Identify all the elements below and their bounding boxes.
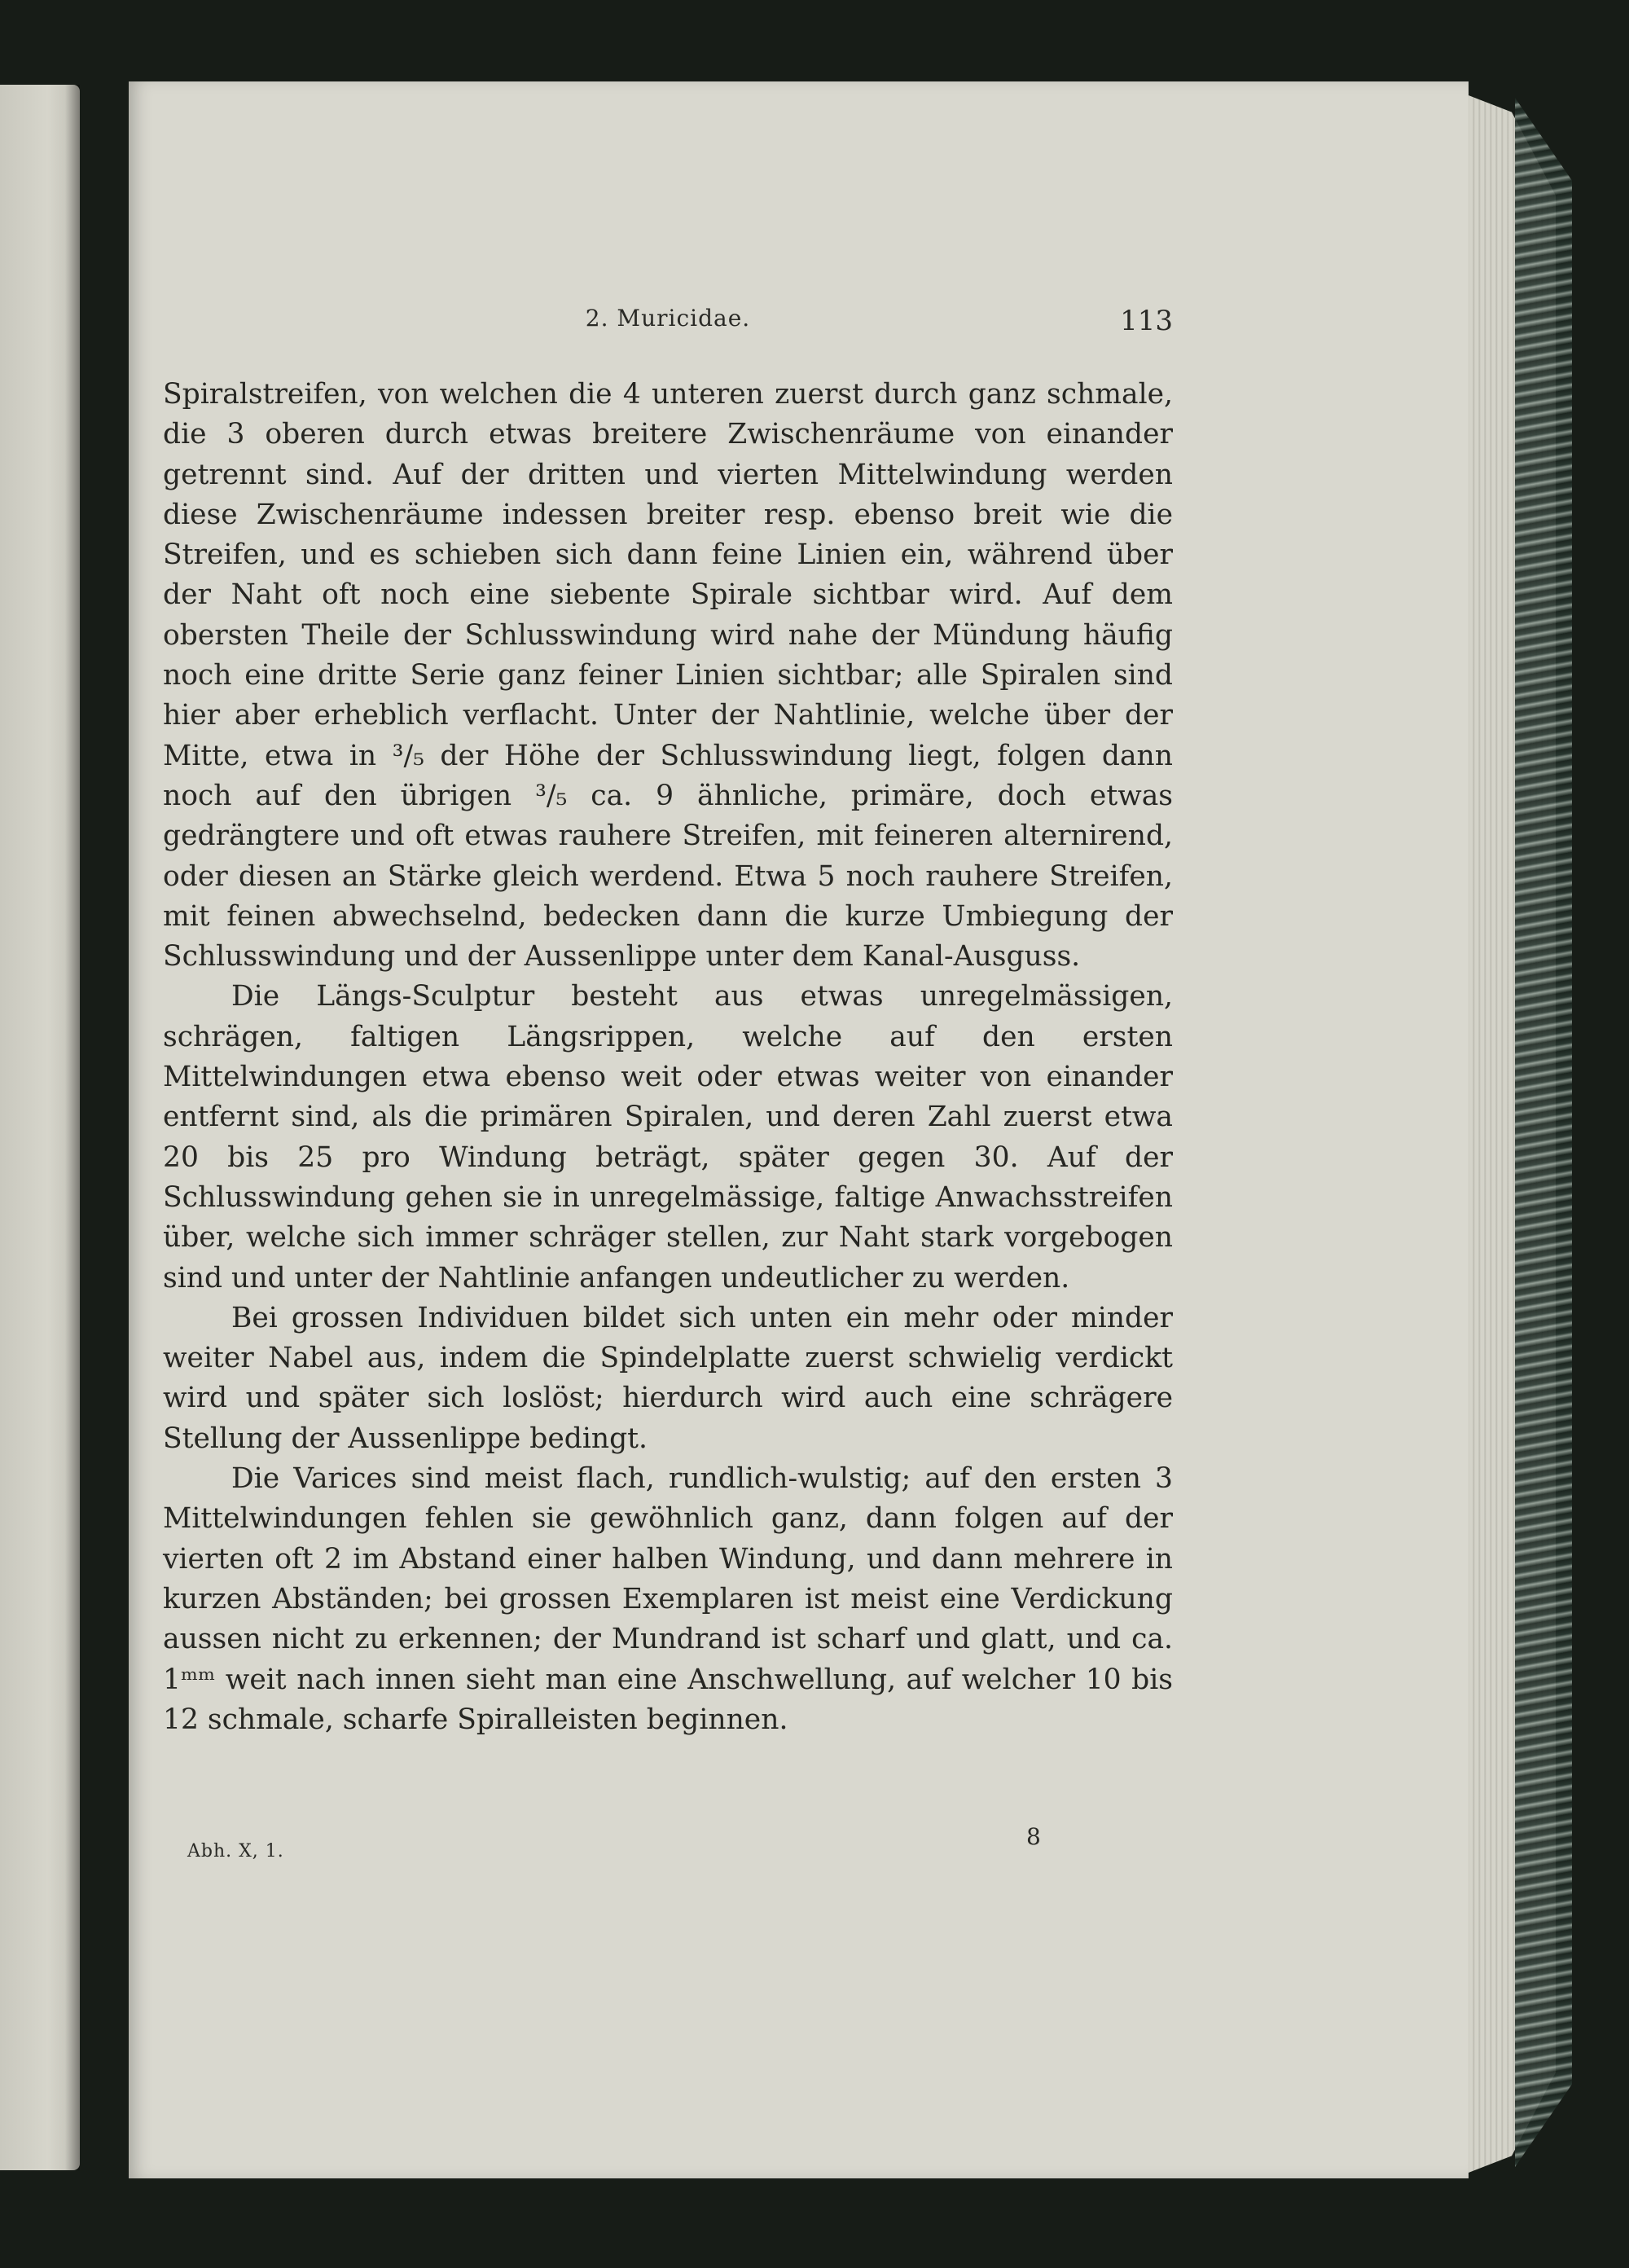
paragraph-4: Die Varices sind meist flach, rundlich-wulstig; auf den ersten 3 Mittelwindungen fehlen sie gewöhnlich ganz, dann folgen auf der vierten oft 2 im Abstand einer halben Windung, und dann mehrere in kurzen Abständen; bei grossen Exemplaren ist meist eine Verdickung aussen nicht zu erkennen; der Mundrand ist scharf und glatt, und ca. 1ᵐᵐ weit nach innen sieht man eine Anschwellung, auf welcher 10 bis 12 schmale, scharfe Spiralleisten beginnen. xyxy=(163,1462,1173,1736)
footer-signature: Abh. X, 1. xyxy=(187,1841,284,1861)
paragraph-1: Spiralstreifen, von welchen die 4 unteren zuerst durch ganz schmale, die 3 oberen durch etwas breitere Zwischenräume von einander getrennt sind. Auf der dritten und vierten Mittelwindung werden diese Zwischenräume indessen breiter resp. ebenso breit wie die Streifen, und es schieben sich dann feine Linien ein, während über der Naht oft noch eine siebente Spirale sichtbar wird. Auf dem obersten Theile der Schlusswindung wird nahe der Mündung häufig noch eine dritte Serie ganz feiner Linien sichtbar; alle Spiralen sind hier aber erheblich verflacht. Unter der Nahtlinie, welche über der Mitte, etwa in ³/₅ der Höhe der Schlusswindung liegt, folgen dann noch auf den übrigen ³/₅ ca. 9 ähnliche, primäre, doch etwas gedrängtere und oft etwas rauhere Streifen, mit feineren alternirend, oder diesen an Stärke gleich werdend. Etwa 5 noch rauhere Streifen, mit feinen abwechselnd, bedecken dann die kurze Umbiegung der Schlusswindung und der Aussenlippe unter dem Kanal-Ausguss. xyxy=(163,378,1173,974)
body-text xyxy=(163,375,1173,1740)
left-page-edge xyxy=(0,85,80,2170)
section-title: 2. Muricidae. xyxy=(585,305,751,332)
book-cover-edge xyxy=(1515,98,1572,2167)
sheet-number: 8 xyxy=(1026,1823,1041,1850)
running-header xyxy=(163,305,1173,345)
gutter-shadow xyxy=(65,85,80,2170)
paragraph-3: Bei grossen Individuen bildet sich unten ein mehr oder minder weiter Nabel aus, indem die Spindelplatte zuerst schwielig verdickt wird und später sich loslöst; hierdurch wird auch eine schrägere Stellung der Aussenlippe bedingt. xyxy=(163,1301,1173,1455)
page-number: 113 xyxy=(1120,305,1173,337)
page-footer xyxy=(163,1823,1173,1872)
paragraph-2: Die Längs-Sculptur besteht aus etwas unregelmässigen, schrägen, faltigen Längsrippen, welche auf den ersten Mittelwindungen etwa ebenso weit oder etwas weiter von einander entfernt sind, als die primären Spiralen, und deren Zahl zuerst etwa 20 bis 25 pro Windung beträgt, später gegen 30. Auf der Schlusswindung gehen sie in unregelmässige, faltige Anwachsstreifen über, welche sich immer schräger stellen, zur Naht stark vorgebogen sind und unter der Nahtlinie anfangen undeutlicher zu werden. xyxy=(163,980,1173,1294)
